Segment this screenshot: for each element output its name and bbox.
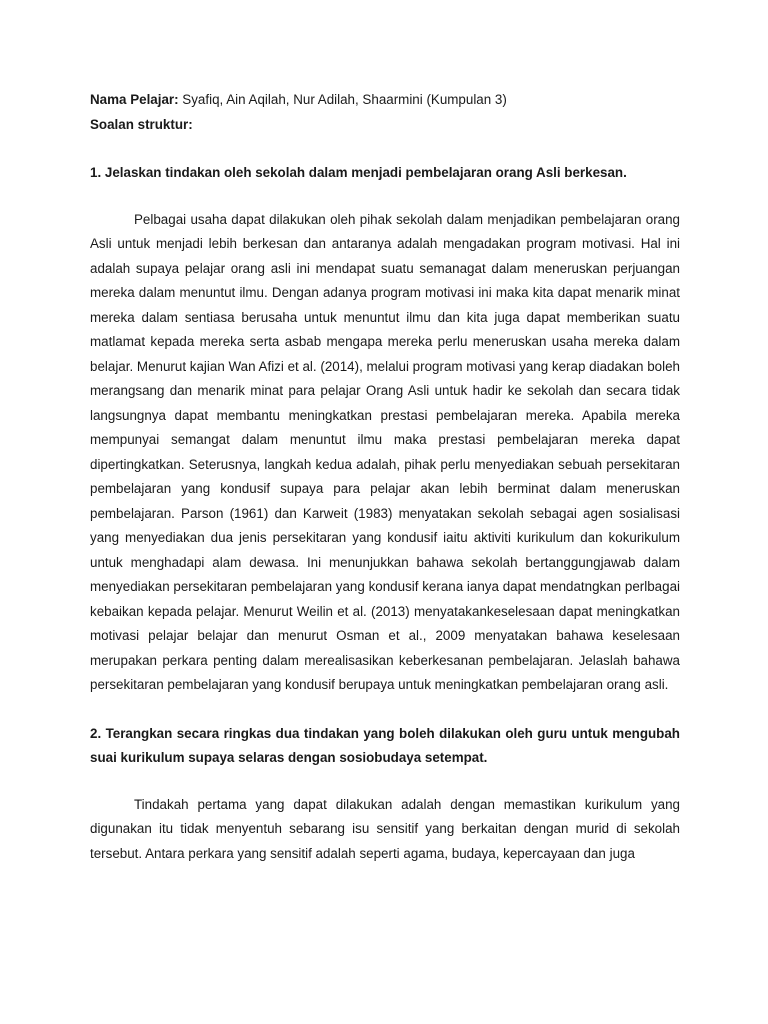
section-label: Soalan struktur: xyxy=(90,116,193,132)
question-2: 2. Terangkan secara ringkas dua tindakan yang boleh dilakukan oleh guru untuk mengubah suai kurikulum supaya selaras dengan sosiobudaya setempat. xyxy=(90,725,680,765)
student-name-value: Syafiq, Ain Aqilah, Nur Adilah, Shaarmini (Kumpulan 3) xyxy=(178,92,507,107)
student-name-line xyxy=(90,88,680,113)
answer-1: Pelbagai usaha dapat dilakukan oleh pihak sekolah dalam menjadikan pembelajaran orang Asli untuk menjadi lebih berkesan dan antaranya adalah mengadakan program motivasi. Hal ini adalah supaya pelajar orang asli ini mendapat suatu semanagat dalam meneruskan perjuangan mereka dalam menuntut ilmu. Dengan adanya program motivasi ini maka kita dapat menarik minat mereka dalam sentiasa berusaha untuk menuntut ilmu dan kita juga dapat memberikan suatu matlamat kepada mereka serta asbab mengapa mereka perlu meneruskan usaha mereka dalam belajar. Menurut kajian Wan Afizi et al. (2014), melalui program motivasi yang kerap diadakan boleh merangsang dan menarik minat para pelajar Orang Asli untuk hadir ke sekolah dan secara tidak langsungnya dapat membantu meningkatkan prestasi pembelajaran mereka. Apabila mereka mempunyai semangat dalam menuntut ilmu maka prestasi pembelajaran mereka dapat dipertingkatkan. Seterusnya, langkah kedua adalah, pihak perlu menyediakan sebuah persekitaran pembelajaran yang kondusif supaya para pelajar akan lebih berminat dalam meneruskan pembelajaran. Parson (1961) dan Karweit (1983) menyatakan sekolah sebagai agen sosialisasi yang menyediakan dua jenis persekitaran yang kondusif iaitu aktiviti kurikulum dan kokurikulum untuk menghadapi alam dewasa. Ini menunjukkan bahawa sekolah bertanggungjawab dalam menyediakan persekitaran pembelajaran yang kondusif kerana ianya dapat mendatngkan perlbagai kebaikan kepada pelajar. Menurut Weilin et al. (2013) menyatakankeselesaan dapat meningkatkan motivasi pelajar belajar dan menurut Osman et al., 2009 menyatakan bahawa keselesaan merupakan perkara penting dalam merealisasikan keberkesanan pembelajaran. Jelaslah bahawa persekitaran pembelajaran yang kondusif berupaya untuk meningkatkan pembelajaran orang asli. xyxy=(90,211,680,692)
question-1: 1. Jelaskan tindakan oleh sekolah dalam menjadi pembelajaran orang Asli berkesan. xyxy=(90,165,627,180)
student-name-label: Nama Pelajar: xyxy=(90,92,179,107)
document-page xyxy=(90,88,680,866)
answer-2: Tindakah pertama yang dapat dilakukan adalah dengan memastikan kurikulum yang digunakan itu tidak menyentuh sebarang isu sensitif yang berkaitan dengan murid di sekolah tersebut. Antara perkara yang sensitif adalah seperti agama, budaya, kepercayaan dan juga xyxy=(90,796,680,861)
